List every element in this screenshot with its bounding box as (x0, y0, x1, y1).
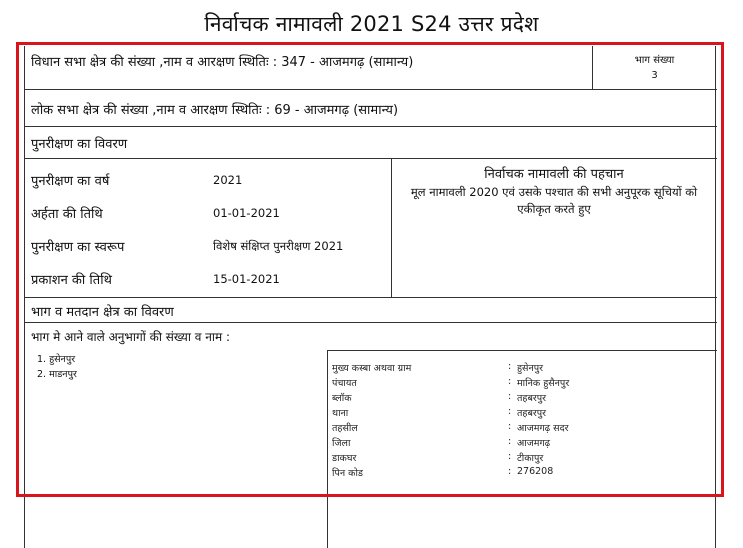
location-value: आजमगढ़ (517, 438, 551, 449)
table-row: डाकघर : टीकापुर (332, 451, 544, 464)
revision-year-value: 2021 (213, 173, 243, 187)
location-key: तहसील (332, 423, 358, 434)
table-row: ब्लॉक : तहबरपुर (332, 391, 547, 404)
table-row: पंचायत : मानिक हुसैनपुर (332, 376, 570, 389)
location-value: तहबरपुर (517, 393, 547, 404)
location-key: डाकघर (332, 453, 357, 464)
list-item: 2. माडनपुर (37, 369, 77, 380)
table-row: जिला : आजमगढ़ (332, 436, 551, 449)
highlight-frame (16, 42, 724, 497)
location-value: आजमगढ़ सदर (517, 423, 569, 434)
location-value: 276208 (517, 466, 554, 477)
page-title: निर्वाचक नामावली 2021 S24 उत्तर प्रदेश (204, 12, 539, 36)
revision-type-label: पुनरीक्षण का स्वरूप (31, 240, 125, 255)
part-number-value: 3 (651, 70, 658, 81)
location-value: टीकापुर (517, 453, 544, 464)
location-value: हुसेनपुर (517, 363, 544, 374)
qualifying-date-value: 01-01-2021 (213, 206, 280, 220)
table-row: तहसील : आजमगढ़ सदर (332, 421, 569, 434)
location-key: थाना (332, 408, 349, 419)
part-number-label: भाग संख्या (634, 55, 675, 66)
location-key: पंचायत (332, 378, 357, 389)
table-row: मुख्य कस्बा अथवा ग्राम : हुसेनपुर (332, 361, 544, 374)
table-row: थाना : तहबरपुर (332, 406, 547, 419)
identity-heading: निर्वाचक नामावली की पहचान (484, 167, 624, 182)
location-key: पिन कोड (332, 468, 363, 479)
revision-heading: पुनरीक्षण का विवरण (31, 137, 128, 152)
qualifying-date-label: अर्हता की तिथि (31, 207, 103, 222)
location-value: तहबरपुर (517, 408, 547, 419)
section-subheading: भाग मे आने वाले अनुभागों की संख्या व नाम : (31, 330, 231, 344)
revision-type-value: विशेष संक्षिप्त पुनरीक्षण 2021 (213, 239, 344, 253)
location-value: मानिक हुसैनपुर (517, 378, 570, 389)
list-item: 1. हुसेनपुर (37, 354, 76, 365)
parliament-text: लोक सभा क्षेत्र की संख्या ,नाम व आरक्षण स्थितिः : 69 - आजमगढ़ (सामान्य) (31, 103, 399, 118)
publication-date-value: 15-01-2021 (213, 272, 280, 286)
revision-year-label: पुनरीक्षण का वर्ष (31, 174, 110, 189)
assembly-text: विधान सभा क्षेत्र की संख्या ,नाम व आरक्षण स्थितिः : 347 - आजमगढ़ (सामान्य) (31, 55, 414, 70)
location-key: जिला (332, 438, 351, 449)
identity-text: मूल नामावली 2020 एवं उसके पश्चात की सभी अनुपूरक सूचियों को एकीकृत करते हुए (410, 185, 698, 216)
location-key: मुख्य कस्बा अथवा ग्राम (332, 363, 412, 374)
publication-date-label: प्रकाशन की तिथि (31, 273, 112, 288)
table-row: पिन कोड : 276208 (332, 466, 554, 479)
location-key: ब्लॉक (332, 393, 352, 404)
part-section-heading: भाग व मतदान क्षेत्र का विवरण (31, 305, 174, 320)
